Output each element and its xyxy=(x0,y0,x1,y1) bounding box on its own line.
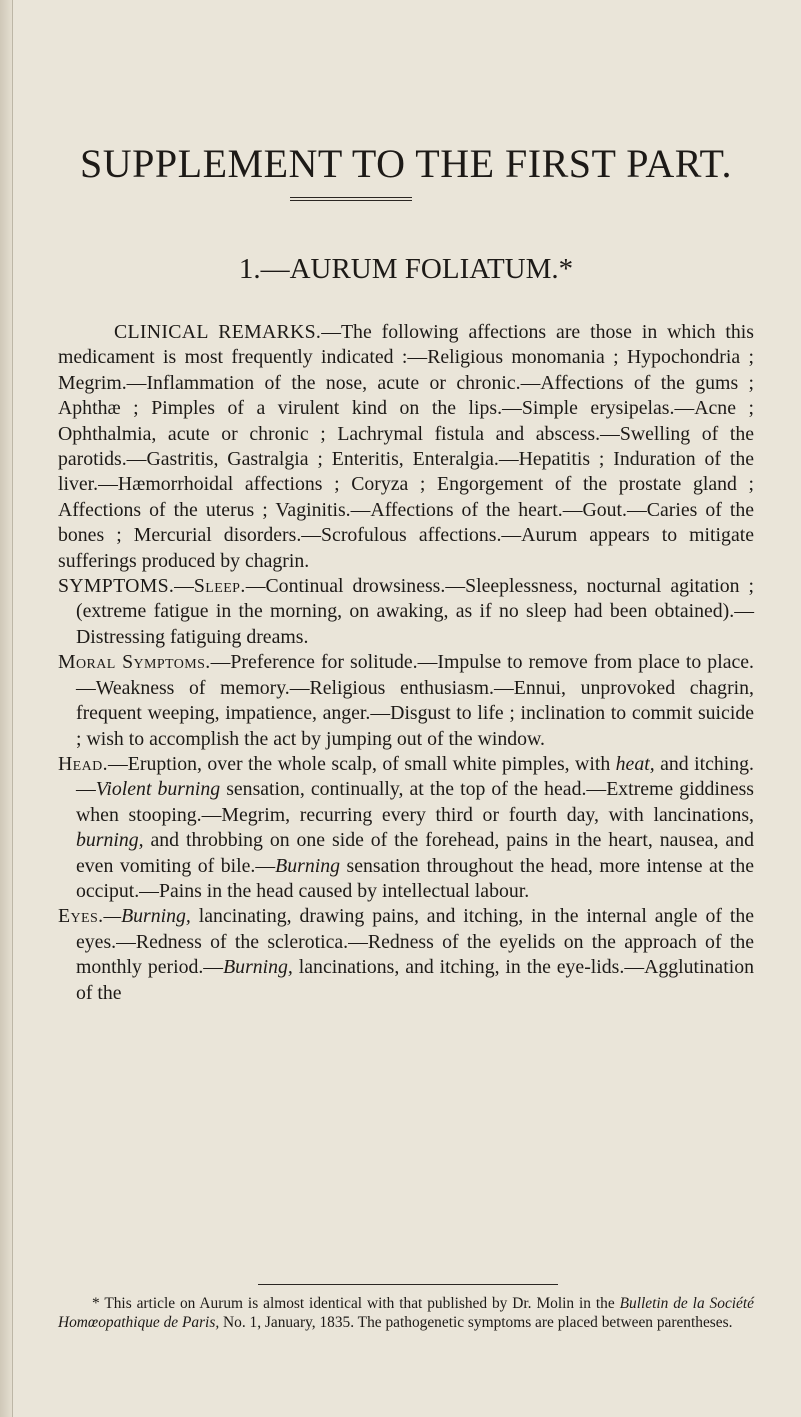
footnote-divider xyxy=(258,1284,558,1285)
head-italic-3: burning, xyxy=(76,829,144,852)
page xyxy=(58,0,754,1417)
footnote-journal-title: Bulletin de la Société Homœopathique de Paris, xyxy=(58,1295,754,1331)
head-italic-2: Violent burning xyxy=(95,778,221,801)
footnote xyxy=(58,1294,754,1332)
body-text xyxy=(58,320,754,1006)
clinical-remarks-paragraph xyxy=(58,320,754,574)
head-italic-1: heat, xyxy=(615,752,655,775)
eyes-text-1: lancinating, drawing pains, and itching, in the internal angle of the eyes.—Redness of the sclerotica.—Redness of the eyelids on the approach of the monthly period.— xyxy=(76,905,754,979)
footnote-text-2: No. 1, January, 1835. The pathogenetic symptoms are placed between parentheses. xyxy=(219,1314,733,1331)
head-paragraph xyxy=(58,752,754,904)
head-text-5: sensation throughout the head, more intense at the occiput.—Pains in the head caused by intellectual labour. xyxy=(76,854,754,902)
head-text-4: and throbbing on one side of the forehead, pains in the heart, nausea, and even vomiting of bile.— xyxy=(76,829,754,877)
head-label: Head. xyxy=(58,752,109,775)
head-italic-4: Burning xyxy=(275,854,340,877)
head-text-1: —Eruption, over the whole scalp, of small white pimples, with xyxy=(108,752,616,775)
clinical-remarks-text: —The following affections are those in which this medicament is most frequently indicated :—Religious monomania ; Hypochondria ; Megrim.—Inflammation of the nose, acute or chronic.—Affections of the gums ; Aphthæ ; Pimples of a virulent kind on the lips.—Simple erysipelas.—Acne ; Ophthalmia, acute or chronic ; Lachrymal fistula and abscess.—Swelling of the parotids.—Gastritis, Gastralgia ; Enteritis, Enteralgia.—Hepatitis ; Induration of the liver.—Hæmorrhoidal affections ; Coryza ; Engorgement of the prostate gland ; Affections of the uterus ; Vaginitis.—Affections of the heart.—Gout.—Caries of the bones ; Mercurial disorders.—Scrofulous affections.—Aurum appears to mitigate sufferings produced by chagrin. xyxy=(58,321,754,572)
title-divider xyxy=(290,197,412,201)
page-title: SUPPLEMENT TO THE FIRST PART. xyxy=(80,141,732,186)
eyes-label: Eyes. xyxy=(58,905,104,928)
moral-symptoms-label: Moral Symptoms. xyxy=(58,651,211,674)
sleep-text: —Continual drowsiness.—Sleeplessness, nocturnal agitation ; (extreme fatigue in the morning, on awaking, as if no sleep had been obtained).—Distressing fatiguing dreams. xyxy=(76,575,754,648)
eyes-text-2: lancinations, and itching, in the eye-lids.—Agglutination of the xyxy=(76,956,754,1004)
eyes-italic-1: —Burning, xyxy=(103,905,191,928)
head-text-3: sensation, continually, at the top of the head.—Extreme giddiness when stooping.—Megrim, recurring every third or fourth day, with lancinations, xyxy=(76,778,754,826)
moral-symptoms-paragraph xyxy=(58,650,754,752)
footnote-text-1: * This article on Aurum is almost identical with that published by Dr. Molin in the xyxy=(92,1295,620,1312)
moral-symptoms-text: —Preference for solitude.—Impulse to remove from place to place.—Weakness of memory.—Religious enthusiasm.—Ennui, unprovoked chagrin, frequent weeping, impatience, anger.—Disgust to life ; inclination to commit suicide ; wish to accomplish the act by jumping out of the window. xyxy=(76,651,754,750)
book-binding-edge xyxy=(0,0,13,1417)
head-text-2: and itching.— xyxy=(76,752,754,801)
eyes-paragraph xyxy=(58,904,754,1006)
symptoms-label: SYMPTOMS. xyxy=(58,575,175,598)
clinical-remarks-label: CLINICAL REMARKS. xyxy=(114,321,322,343)
sleep-label: Sleep. xyxy=(193,575,246,598)
symptoms-sleep-paragraph: SYMPTOMS.—Sleep.—Continual drowsiness.—Sleeplessness, nocturnal agitation ; (extreme fatigue in the morning, on awaking, as if no sleep had been obtained).—Distressing fatiguing dreams. xyxy=(58,575,754,648)
eyes-italic-2: Burning, xyxy=(223,956,293,979)
section-title: 1.—AURUM FOLIATUM.* xyxy=(238,253,574,285)
